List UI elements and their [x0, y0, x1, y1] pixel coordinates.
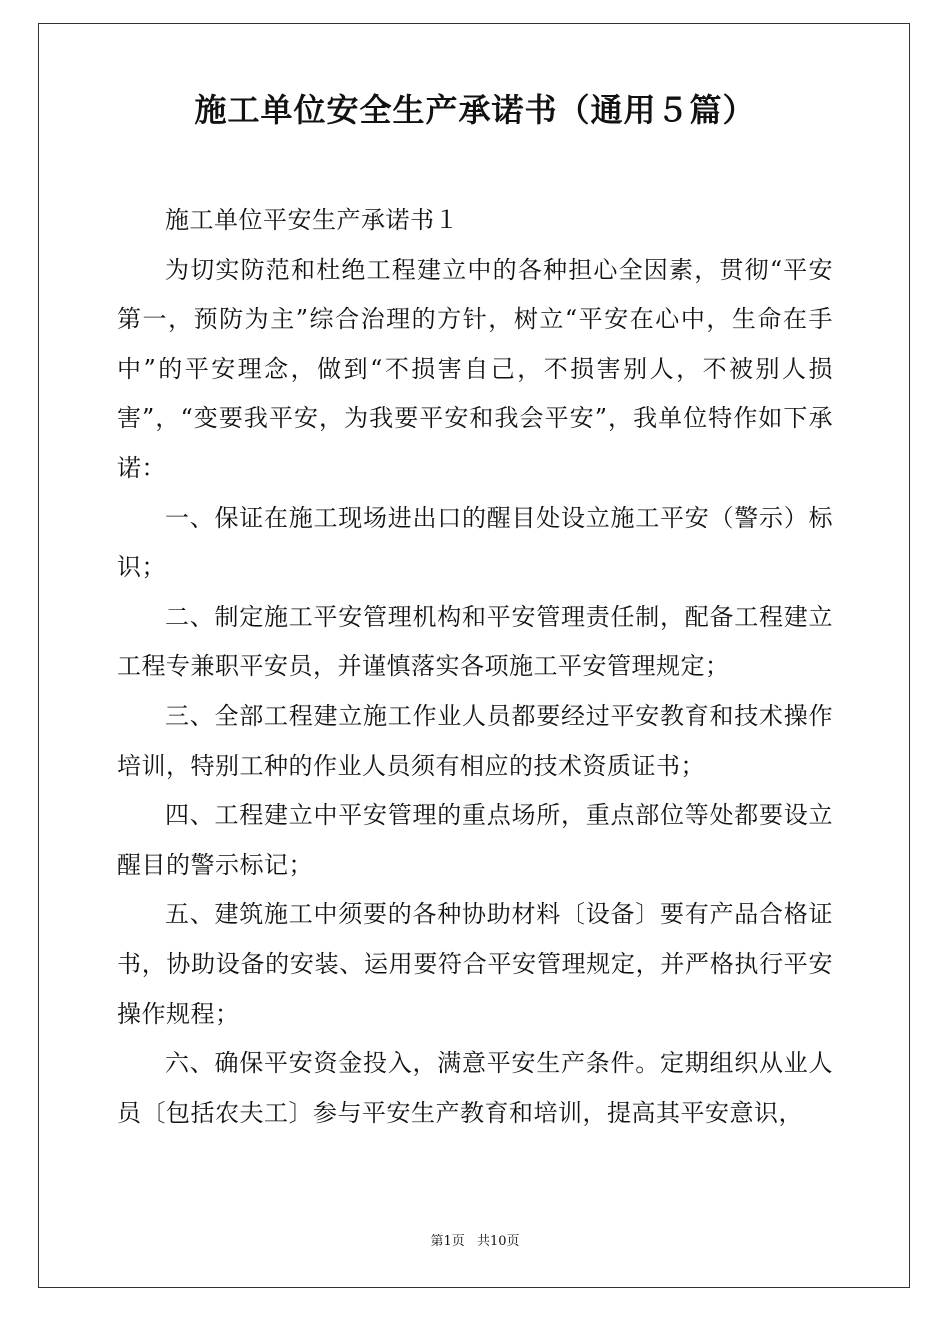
pledge-item-3: 三、全部工程建立施工作业人员都要经过平安教育和技术操作培训，特别工种的作业人员须有相应的技术资质证书；: [117, 701, 833, 780]
pledge-item-6: 六、确保平安资金投入，满意平安生产条件。定期组织从业人员〔包括农夫工〕参与平安生产教育和培训，提高其平安意识，: [117, 1049, 833, 1127]
pledge-item-4: 四、工程建立中平安管理的重点场所，重点部位等处都要设立醒目的警示标记；: [117, 801, 833, 879]
intro-paragraph: 为切实防范和杜绝工程建立中的各种担心全因素，贯彻“平安第一，预防为主”综合治理的方针，树立“平安在心中，生命在手中”的平安理念，做到“不损害自己，不损害别人，不被别人损害”，“变要我平安，为我要平安和我会平安”，我单位特作如下承诺：: [117, 255, 833, 482]
pledge-item-2: 二、制定施工平安管理机构和平安管理责任制，配备工程建立工程专兼职平安员，并谨慎落实各项施工平安管理规定；: [117, 602, 833, 681]
document-body: [117, 196, 833, 1138]
pledge-item-1: 一、保证在施工现场进出口的醒目处设立施工平安（警示）标识；: [117, 503, 833, 582]
document-title: 施工单位安全生产承诺书（通用５篇）: [194, 91, 756, 129]
subheading-letter-1: 施工单位平安生产承诺书１: [165, 206, 459, 234]
pledge-item-5: 五、建筑施工中须要的各种协助材料〔设备〕要有产品合格证书，协助设备的安装、运用要符合平安管理规定，并严格执行平安操作规程；: [117, 900, 833, 1028]
page-total: 共10页: [476, 1234, 520, 1249]
page-number: 第1页: [430, 1234, 465, 1249]
page-footer: [0, 1233, 950, 1251]
